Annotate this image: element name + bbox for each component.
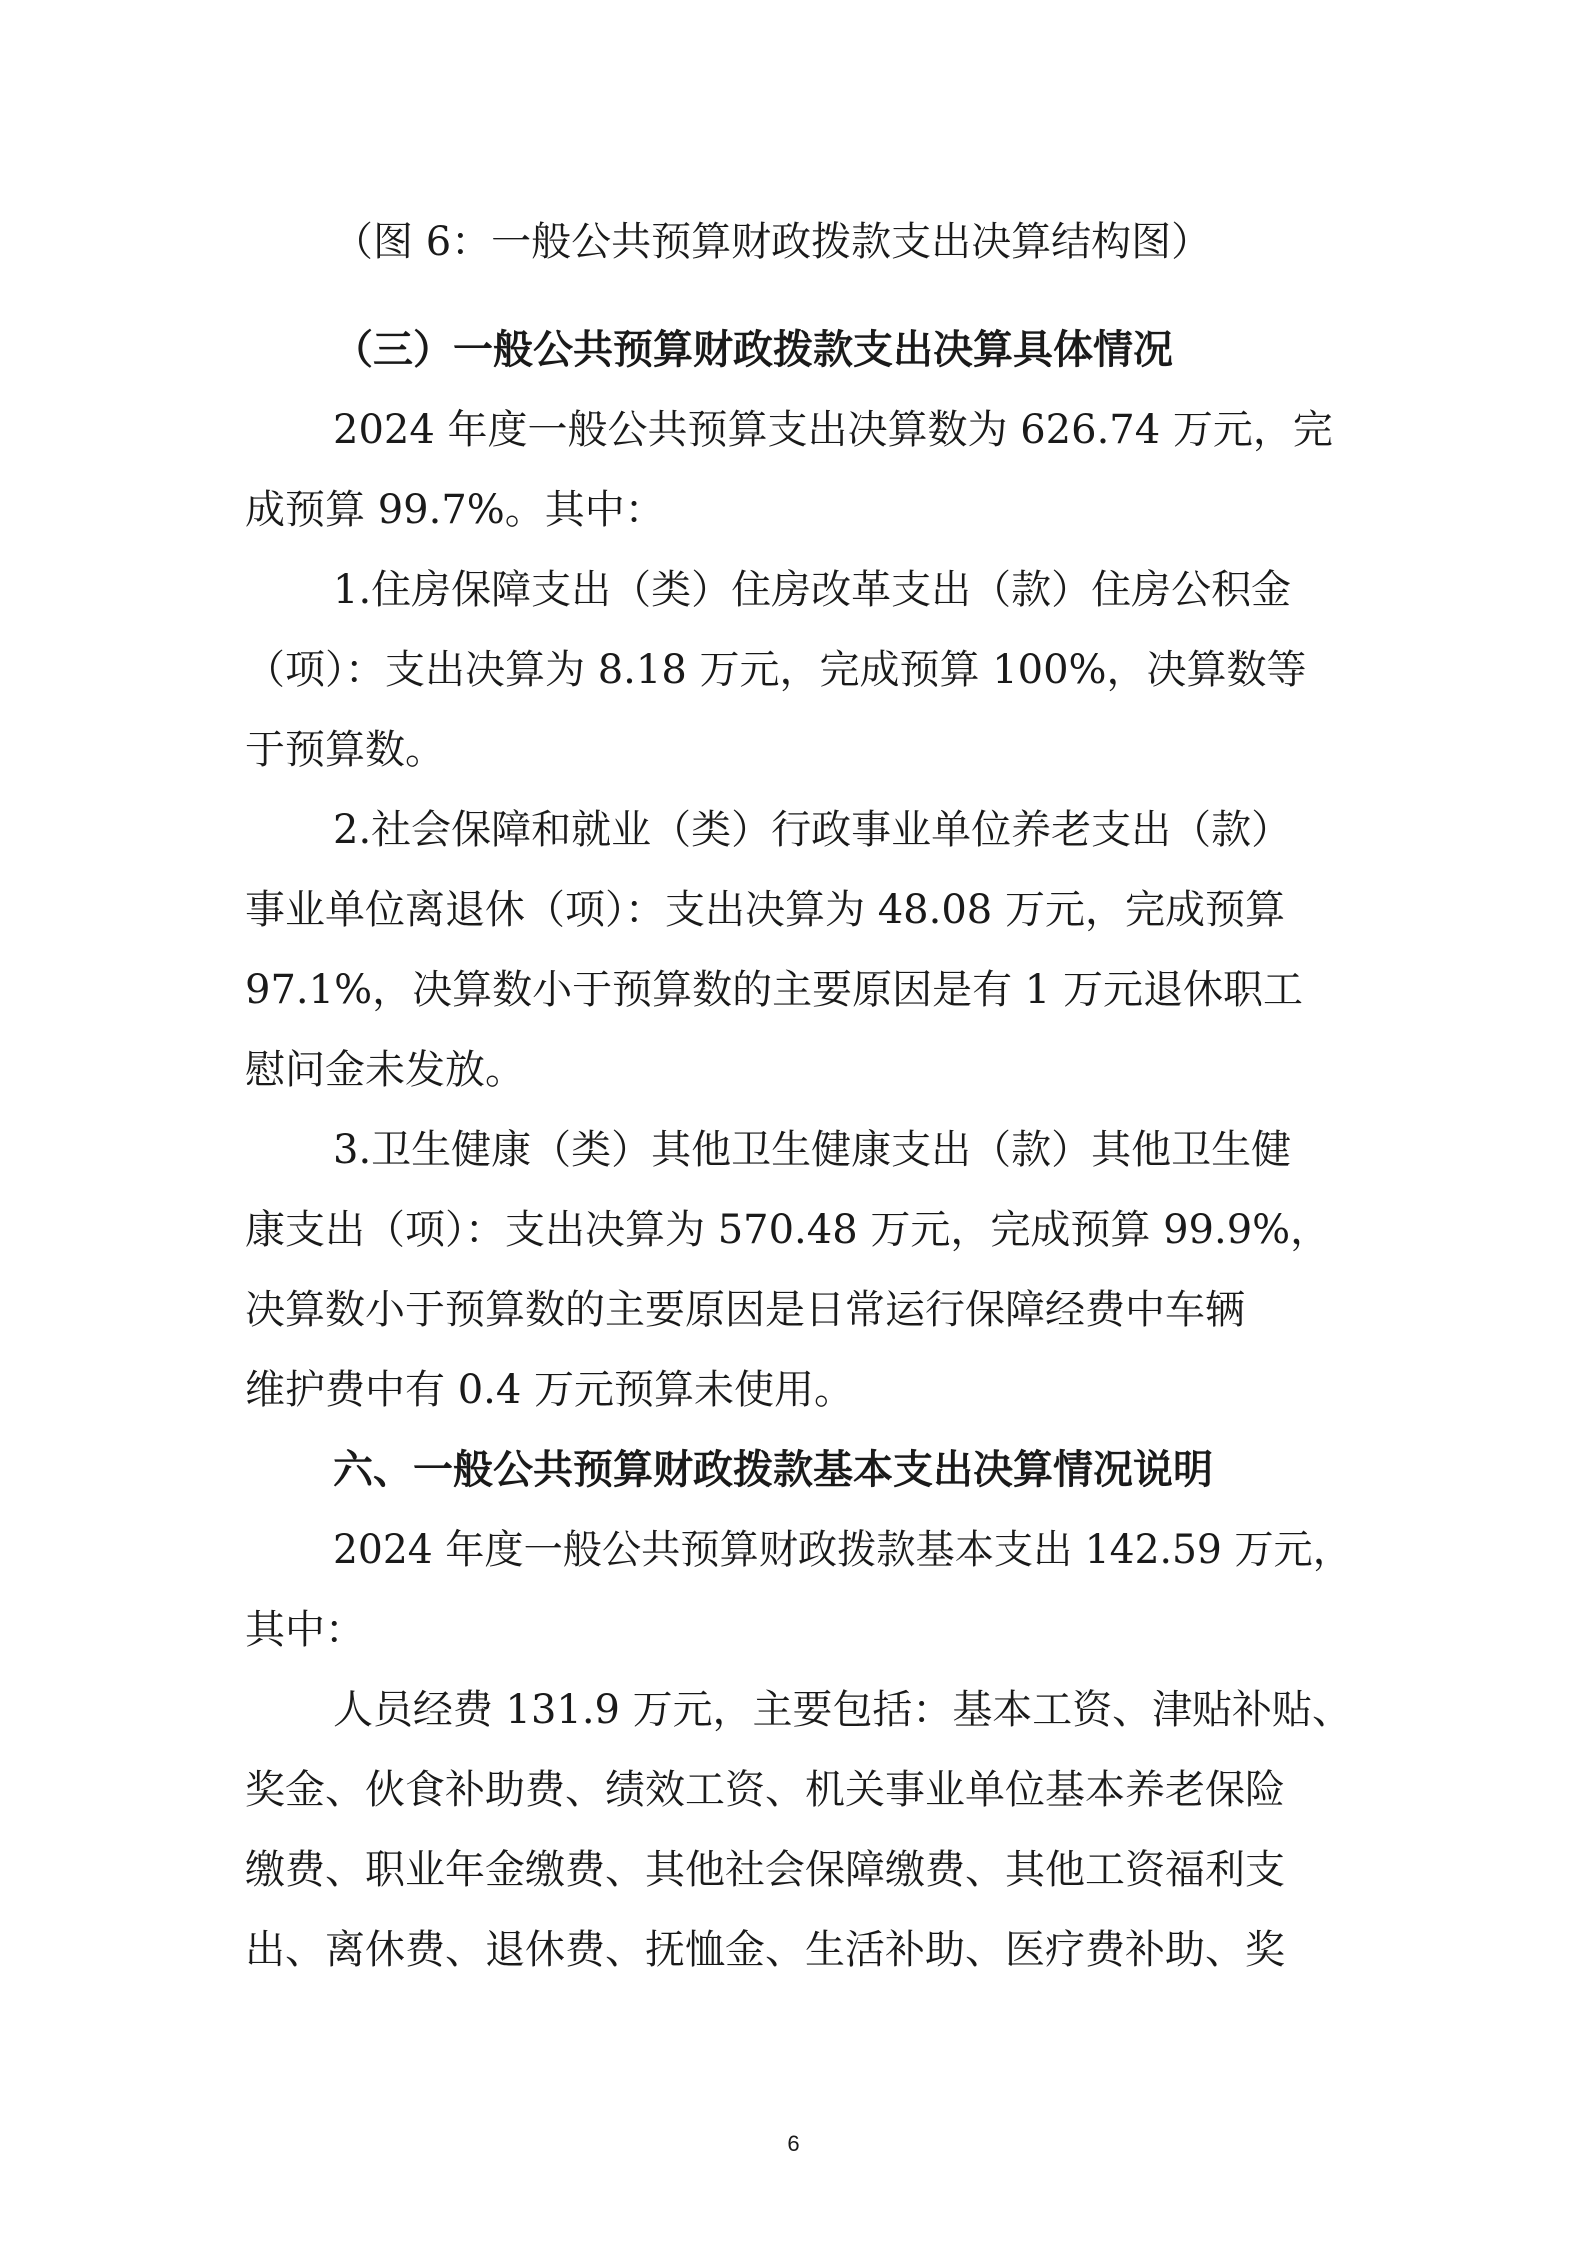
personnel-line-3: 缴费、职业年金缴费、其他社会保障缴费、其他工资福利支 [245,1847,1285,1893]
section-heading-3: （三）一般公共预算财政拨款支出决算具体情况 [333,327,1173,373]
basic-intro-line-2: 其中： [245,1607,365,1653]
figure-caption: （图 6：一般公共预算财政拨款支出决算结构图） [333,219,1212,265]
item1-line-3: 于预算数。 [245,727,445,773]
personnel-line-4: 出、离休费、退休费、抚恤金、生活补助、医疗费补助、奖 [245,1927,1285,1973]
item2-line-3: 97.1%，决算数小于预算数的主要原因是有 1 万元退休职工 [245,967,1303,1013]
section-heading-6: 六、一般公共预算财政拨款基本支出决算情况说明 [333,1447,1213,1493]
item3-line-4: 维护费中有 0.4 万元预算未使用。 [245,1367,855,1413]
item2-line-2: 事业单位离退休（项）：支出决算为 48.08 万元，完成预算 [245,887,1285,933]
item1-line-2: （项）：支出决算为 8.18 万元，完成预算 100%，决算数等 [245,647,1307,693]
page-number: 6 [787,2131,800,2156]
basic-intro-line-1: 2024 年度一般公共预算财政拨款基本支出 142.59 万元， [333,1527,1352,1573]
item2-line-4: 慰问金未发放。 [245,1047,525,1093]
personnel-line-2: 奖金、伙食补助费、绩效工资、机关事业单位基本养老保险 [245,1767,1285,1813]
item3-line-1: 3.卫生健康（类）其他卫生健康支出（款）其他卫生健 [333,1127,1292,1173]
item2-line-1: 2.社会保障和就业（类）行政事业单位养老支出（款） [333,807,1292,853]
item1-line-1: 1.住房保障支出（类）住房改革支出（款）住房公积金 [333,567,1292,613]
intro-line-2: 成预算 99.7%。其中： [245,487,665,533]
item3-line-2: 康支出（项）：支出决算为 570.48 万元，完成预算 99.9%， [245,1207,1331,1253]
personnel-line-1: 人员经费 131.9 万元，主要包括：基本工资、津贴补贴、 [333,1687,1352,1733]
item3-line-3: 决算数小于预算数的主要原因是日常运行保障经费中车辆 [245,1287,1245,1333]
intro-line-1: 2024 年度一般公共预算支出决算数为 626.74 万元，完 [333,407,1333,453]
